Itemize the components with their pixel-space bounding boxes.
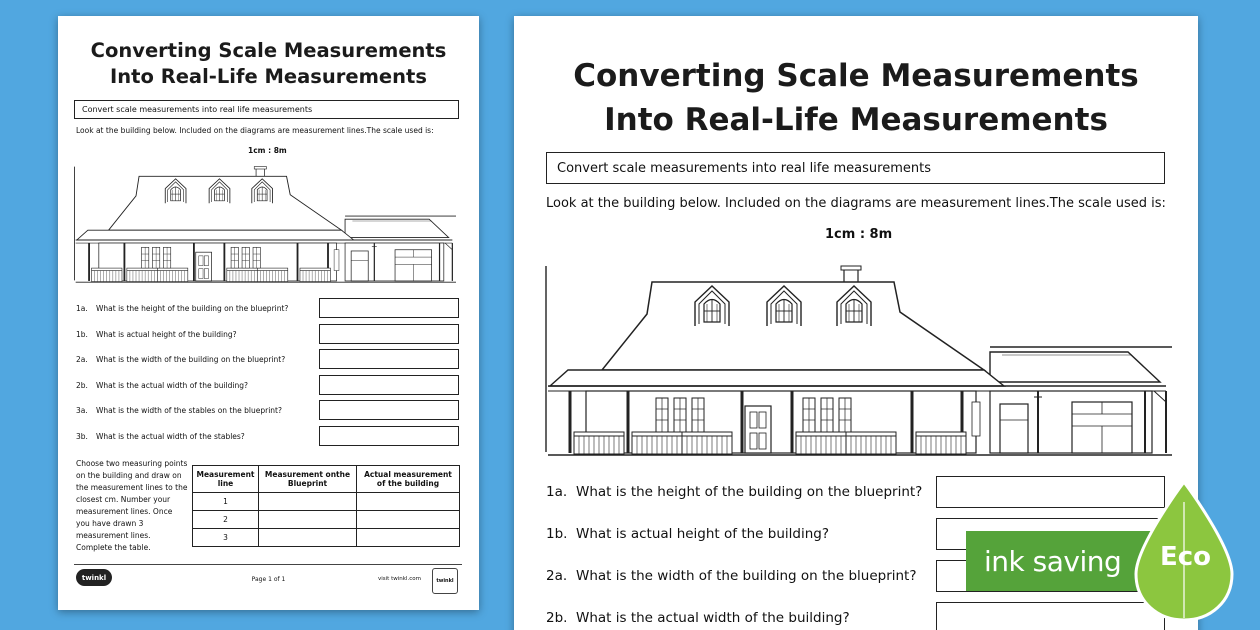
scale-label: 1cm : 8m bbox=[248, 146, 287, 155]
table-cell[interactable] bbox=[259, 511, 357, 529]
question-number: 1b. bbox=[546, 526, 568, 542]
question-text: What is the width of the building on the blueprint? bbox=[96, 354, 286, 364]
question-number: 2a. bbox=[76, 354, 88, 364]
objective-text: Convert scale measurements into real life measurements bbox=[557, 160, 931, 176]
intro-text: Look at the building below. Included on the diagrams are measurement lines.The scale used is: bbox=[546, 196, 1166, 211]
table-instructions: Choose two measuring points on the building and draw on the measurement lines to the closest cm. Number your measurement lines. Once you have drawn 3 measurement lines. Complete the table. bbox=[76, 459, 188, 552]
question-text: What is actual height of the building? bbox=[576, 526, 830, 542]
table-row bbox=[193, 511, 460, 529]
table-cell[interactable] bbox=[357, 493, 460, 511]
answer-box[interactable] bbox=[319, 375, 459, 395]
quality-badge: twinkl bbox=[432, 568, 458, 594]
ink-saving-label: ink saving bbox=[984, 544, 1122, 578]
ink-saving-banner bbox=[966, 531, 1156, 591]
table-header: Actual measurement of the building bbox=[357, 466, 460, 493]
answer-box[interactable] bbox=[319, 298, 459, 318]
question-row bbox=[546, 476, 1166, 508]
intro-text: Look at the building below. Included on the diagrams are measurement lines.The scale used is: bbox=[76, 126, 434, 135]
table-cell[interactable] bbox=[259, 493, 357, 511]
question-number: 1b. bbox=[76, 329, 88, 339]
table-cell-line: 1 bbox=[193, 493, 259, 511]
title-line-1: Converting Scale Measurements bbox=[90, 39, 447, 62]
objective-text: Convert scale measurements into real life measurements bbox=[82, 105, 313, 114]
question-row bbox=[76, 349, 460, 369]
question-number: 2b. bbox=[546, 610, 568, 626]
question-text: What is actual height of the building? bbox=[96, 329, 237, 339]
question-row bbox=[76, 375, 460, 395]
answer-box[interactable] bbox=[319, 400, 459, 420]
question-number: 3b. bbox=[76, 431, 88, 441]
twinkl-logo: twinkl bbox=[76, 569, 112, 586]
question-text: What is the actual width of the building? bbox=[96, 380, 249, 390]
question-number: 2b. bbox=[76, 380, 88, 390]
table-header: Measurement onthe Blueprint bbox=[259, 466, 357, 493]
question-number: 3a. bbox=[76, 405, 88, 415]
table-header: Measurement line bbox=[193, 466, 259, 493]
footer-url: visit twinkl.com bbox=[378, 576, 421, 582]
question-number: 1a. bbox=[76, 303, 88, 313]
table-cell-line: 2 bbox=[193, 511, 259, 529]
question-text: What is the height of the building on the blueprint? bbox=[96, 303, 289, 313]
question-row bbox=[76, 426, 460, 446]
answer-box[interactable] bbox=[936, 476, 1165, 508]
house-diagram bbox=[542, 252, 1172, 458]
question-number: 2a. bbox=[546, 568, 568, 584]
title-line-2: Into Real-Life Measurements bbox=[110, 65, 427, 88]
worksheet-page-small bbox=[58, 16, 479, 610]
footer-divider bbox=[74, 564, 462, 565]
question-number: 1a. bbox=[546, 484, 568, 500]
measurement-table bbox=[192, 465, 460, 547]
question-row bbox=[76, 298, 460, 318]
title-line-1: Converting Scale Measurements bbox=[573, 58, 1139, 94]
eco-label: Eco bbox=[1160, 542, 1212, 572]
question-row bbox=[76, 400, 460, 420]
question-row bbox=[76, 324, 460, 344]
answer-box[interactable] bbox=[319, 426, 459, 446]
question-text: What is the height of the building on the blueprint? bbox=[576, 484, 923, 500]
table-cell[interactable] bbox=[357, 511, 460, 529]
question-text: What is the width of the building on the blueprint? bbox=[576, 568, 917, 584]
question-text: What is the actual width of the stables? bbox=[96, 431, 245, 441]
question-text: What is the width of the stables on the blueprint? bbox=[96, 405, 282, 415]
table-cell-line: 3 bbox=[193, 529, 259, 547]
objective-box bbox=[74, 100, 459, 119]
table-cell[interactable] bbox=[357, 529, 460, 547]
answer-box[interactable] bbox=[319, 349, 459, 369]
house-diagram bbox=[72, 158, 456, 284]
table-row bbox=[193, 529, 460, 547]
title-line-2: Into Real-Life Measurements bbox=[604, 102, 1108, 138]
objective-box bbox=[546, 152, 1165, 184]
page-title bbox=[514, 54, 1198, 142]
table-header-row bbox=[193, 466, 460, 493]
question-text: What is the actual width of the building? bbox=[576, 610, 850, 626]
question-row bbox=[546, 602, 1166, 630]
page-title bbox=[58, 38, 479, 90]
page-number: Page 1 of 1 bbox=[251, 576, 286, 583]
table-row bbox=[193, 493, 460, 511]
answer-box[interactable] bbox=[319, 324, 459, 344]
answer-box[interactable] bbox=[936, 602, 1165, 630]
scale-label: 1cm : 8m bbox=[825, 227, 893, 242]
table-cell[interactable] bbox=[259, 529, 357, 547]
